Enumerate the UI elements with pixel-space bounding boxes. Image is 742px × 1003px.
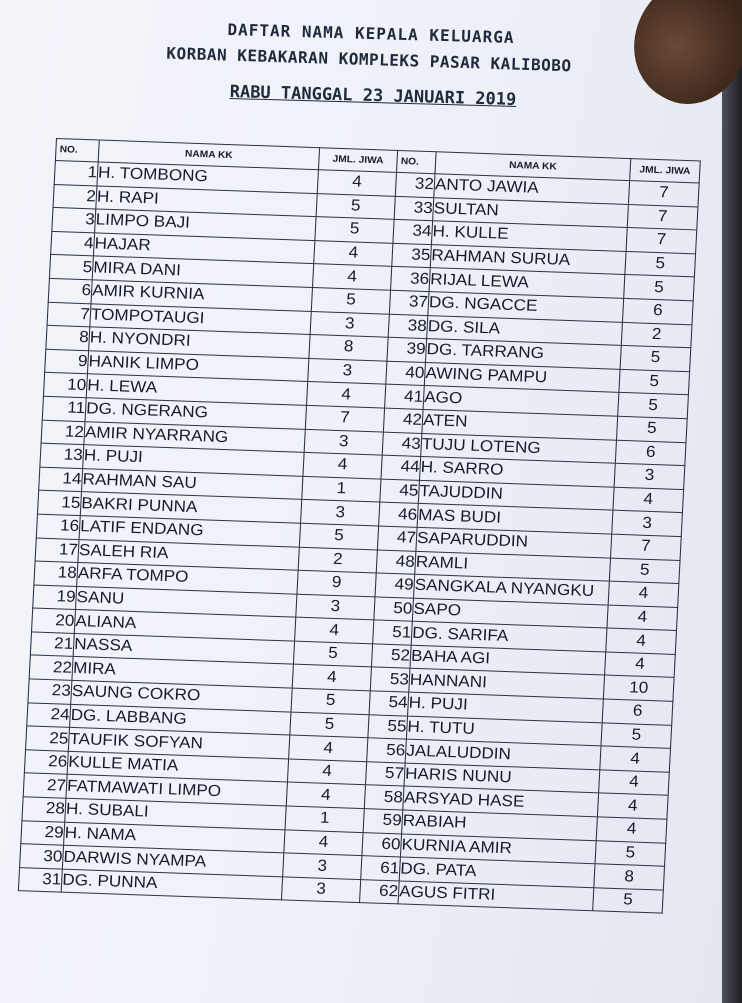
member-count: 7	[611, 534, 682, 560]
member-count: 5	[291, 688, 370, 714]
member-count: 1	[285, 806, 364, 832]
row-number: 40	[386, 361, 426, 386]
member-count: 4	[597, 793, 668, 819]
row-number: 59	[363, 809, 403, 834]
row-number: 31	[18, 867, 62, 892]
member-count: 5	[624, 275, 695, 301]
member-count: 5	[593, 888, 664, 914]
family-head-name: RAHMAN SAU	[81, 468, 302, 499]
row-number: 32	[395, 172, 435, 197]
family-head-name: H. RAPI	[96, 186, 317, 217]
family-head-name: KURNIA AMIR	[400, 834, 596, 864]
row-number: 2	[53, 184, 97, 209]
family-head-name: DG. SARIFA	[411, 622, 607, 652]
row-number: 18	[34, 561, 78, 586]
member-count: 9	[297, 570, 376, 596]
member-count: 2	[621, 322, 692, 348]
row-number: 14	[39, 467, 83, 492]
family-head-name: DG. LABBANG	[70, 704, 291, 735]
row-number: 20	[32, 608, 76, 633]
row-number: 15	[37, 490, 81, 515]
row-number: 17	[35, 538, 79, 563]
row-number: 56	[367, 738, 407, 763]
row-number: 58	[364, 785, 404, 810]
member-count: 4	[295, 617, 374, 643]
member-count: 1	[302, 476, 381, 502]
family-head-name: HAJAR	[93, 233, 314, 264]
family-head-name: H. LEWA	[86, 374, 307, 405]
row-number: 13	[40, 443, 84, 468]
member-count: 7	[628, 181, 699, 207]
family-head-name: AGUS FITRI	[398, 881, 594, 911]
member-count: 4	[286, 782, 365, 808]
family-head-name: KULLE MATIA	[67, 751, 288, 782]
row-number: 16	[36, 514, 80, 539]
family-head-name: ARFA TOMPO	[77, 563, 298, 594]
family-head-name: DG. PATA	[399, 857, 595, 887]
member-count: 3	[308, 358, 387, 384]
row-number: 51	[373, 620, 413, 645]
member-count: 4	[607, 605, 678, 631]
family-head-name: AMIR NYARRANG	[84, 421, 305, 452]
family-head-name: AGO	[423, 386, 619, 416]
family-head-name: H. KULLE	[431, 221, 627, 251]
member-count: 5	[293, 641, 372, 667]
member-count: 8	[309, 335, 388, 361]
family-head-name: TAUFIK SOFYAN	[68, 728, 289, 759]
row-number: 11	[42, 396, 86, 421]
member-count: 5	[290, 712, 369, 738]
family-head-name: TAJUDDIN	[418, 480, 614, 510]
row-number: 8	[46, 325, 90, 350]
family-head-name: H. TUTU	[406, 716, 602, 746]
family-head-name: AWING PAMPU	[424, 362, 620, 392]
row-number: 44	[381, 455, 421, 480]
member-count: 7	[626, 228, 697, 254]
row-number: 53	[370, 667, 410, 692]
member-count: 3	[283, 853, 362, 879]
member-count: 3	[281, 877, 360, 903]
member-count: 3	[296, 594, 375, 620]
row-number: 41	[385, 385, 425, 410]
row-number: 55	[368, 714, 408, 739]
member-count: 4	[312, 264, 391, 290]
family-head-name: JALALUDDIN	[405, 739, 601, 769]
member-count: 4	[605, 652, 676, 678]
family-head-name: DG. SILA	[427, 315, 623, 345]
member-count: 3	[301, 500, 380, 526]
member-count: 8	[594, 864, 665, 890]
family-head-name: MAS BUDI	[417, 504, 613, 534]
row-number: 49	[375, 573, 415, 598]
row-number: 1	[54, 160, 98, 185]
family-head-name: HARIS NUNU	[404, 763, 600, 793]
member-count: 4	[606, 628, 677, 654]
row-number: 5	[49, 255, 93, 280]
member-count: 4	[317, 170, 396, 196]
member-count: 2	[298, 547, 377, 573]
row-number: 6	[48, 278, 92, 303]
family-head-name: DG. NGACCE	[428, 292, 624, 322]
row-number: 3	[52, 208, 96, 233]
page-edge	[722, 0, 742, 1003]
row-number: 62	[360, 879, 400, 904]
family-head-name: RIJAL LEWA	[429, 268, 625, 298]
row-number: 47	[377, 526, 417, 551]
row-number: 27	[23, 773, 67, 798]
family-head-name: SAUNG COKRO	[71, 680, 292, 711]
family-head-name: ATEN	[422, 409, 618, 439]
row-number: 25	[26, 726, 70, 751]
family-head-name: TUJU LOTENG	[421, 433, 617, 463]
member-count: 5	[620, 346, 691, 372]
row-number: 23	[28, 679, 72, 704]
row-number: 28	[22, 797, 66, 822]
row-number: 35	[392, 243, 432, 268]
row-number: 36	[391, 267, 431, 292]
family-head-name: DG. NGERANG	[85, 398, 306, 429]
member-count: 5	[299, 523, 378, 549]
row-number: 24	[27, 703, 71, 728]
family-head-name: LIMPO BAJI	[95, 209, 316, 240]
family-head-name: SALEH RIA	[78, 539, 299, 570]
family-head-name: SAPO	[412, 598, 608, 628]
member-count: 5	[609, 558, 680, 584]
member-count: 3	[612, 510, 683, 536]
family-head-name: FATMAWATI LIMPO	[66, 775, 287, 806]
member-count: 4	[287, 759, 366, 785]
member-count: 10	[603, 675, 674, 701]
member-count: 7	[305, 405, 384, 431]
document-date: RABU TANGGAL 23 JANUARI 2019	[229, 82, 517, 110]
row-number: 38	[388, 314, 428, 339]
family-head-name: H. NAMA	[64, 822, 285, 853]
member-count: 6	[602, 699, 673, 725]
header-nama-kk-2: NAMA KK	[435, 152, 631, 181]
header-nama-kk: NAMA KK	[98, 140, 319, 170]
row-number: 19	[33, 585, 77, 610]
row-number: 9	[45, 349, 89, 374]
member-count: 5	[601, 723, 672, 749]
family-head-name: HANNANI	[409, 669, 605, 699]
row-number: 39	[387, 337, 427, 362]
row-number: 37	[389, 290, 429, 315]
member-count: 5	[625, 251, 696, 277]
row-number: 30	[20, 844, 64, 869]
member-count: 4	[600, 746, 671, 772]
member-count: 3	[304, 429, 383, 455]
member-count: 4	[599, 770, 670, 796]
header-no: NO.	[55, 139, 99, 162]
member-count: 5	[311, 288, 390, 314]
family-head-name: MIRA DANI	[92, 256, 313, 287]
row-number: 29	[21, 820, 65, 845]
family-head-name: BAHA AGI	[410, 645, 606, 675]
family-head-name: DARWIS NYAMPA	[62, 845, 283, 876]
family-heads-table	[18, 138, 701, 914]
document-subtitle: KORBAN KEBAKARAN KOMPLEKS PASAR KALIBOBO	[166, 43, 572, 76]
family-head-name: SANU	[75, 586, 296, 617]
row-number: 57	[365, 762, 405, 787]
family-head-name: H. TOMBONG	[97, 162, 318, 193]
family-head-name: DG. PUNNA	[61, 869, 282, 900]
member-count: 4	[292, 665, 371, 691]
row-number: 50	[374, 597, 414, 622]
family-head-name: SANGKALA NYANGKU	[414, 574, 610, 604]
family-head-name: H. SUBALI	[65, 798, 286, 829]
member-count: 6	[622, 298, 693, 324]
family-head-name: H. PUJI	[83, 445, 304, 476]
family-head-name: MIRA	[72, 657, 293, 688]
member-count: 4	[284, 830, 363, 856]
family-head-name: SAPARUDDIN	[416, 527, 612, 557]
row-number: 52	[371, 644, 411, 669]
member-count: 7	[627, 204, 698, 230]
family-head-name: NASSA	[73, 633, 294, 664]
row-number: 46	[379, 502, 419, 527]
member-count: 6	[615, 440, 686, 466]
header-no-2: NO.	[397, 150, 437, 173]
member-count: 4	[608, 581, 679, 607]
row-number: 26	[24, 750, 68, 775]
member-count: 4	[289, 735, 368, 761]
family-head-name: AMIR KURNIA	[91, 280, 312, 311]
family-head-name: TOMPOTAUGI	[90, 303, 311, 334]
member-count: 3	[310, 311, 389, 337]
member-count: 4	[314, 240, 393, 266]
family-head-name: LATIF ENDANG	[79, 515, 300, 546]
member-count: 3	[614, 463, 685, 489]
member-count: 5	[315, 217, 394, 243]
row-number: 61	[361, 856, 401, 881]
row-number: 54	[369, 691, 409, 716]
row-number: 22	[29, 655, 73, 680]
member-count: 4	[596, 817, 667, 843]
family-head-name: H. NYONDRI	[89, 327, 310, 358]
document-title: DAFTAR NAMA KEPALA KELUARGA	[227, 19, 515, 48]
row-number: 12	[41, 420, 85, 445]
family-head-name: H. PUJI	[408, 692, 604, 722]
header-jml-jiwa-2: JML. JIWA	[630, 159, 701, 183]
member-count: 5	[617, 416, 688, 442]
member-count: 4	[307, 382, 386, 408]
family-head-name: RAHMAN SURUA	[430, 244, 626, 274]
row-number: 10	[43, 373, 87, 398]
member-count: 5	[316, 193, 395, 219]
family-head-name: ALIANA	[74, 610, 295, 641]
header-jml-jiwa: JML. JIWA	[318, 148, 397, 173]
row-number: 43	[382, 432, 422, 457]
family-head-name: SULTAN	[433, 197, 629, 227]
member-count: 5	[619, 369, 690, 395]
family-head-name: ARSYAD HASE	[403, 786, 599, 816]
row-number: 33	[394, 196, 434, 221]
row-number: 45	[380, 479, 420, 504]
family-head-name: BAKRI PUNNA	[80, 492, 301, 523]
member-count: 5	[595, 840, 666, 866]
family-head-name: HANIK LIMPO	[87, 351, 308, 382]
family-head-name: RABIAH	[402, 810, 598, 840]
member-count: 5	[618, 393, 689, 419]
row-number: 48	[376, 549, 416, 574]
row-number: 21	[30, 632, 74, 657]
family-head-name: H. SARRO	[419, 457, 615, 487]
family-head-name: DG. TARRANG	[425, 339, 621, 369]
row-number: 34	[393, 220, 433, 245]
member-count: 4	[303, 452, 382, 478]
row-number: 4	[51, 231, 95, 256]
member-count: 4	[613, 487, 684, 513]
row-number: 42	[383, 408, 423, 433]
row-number: 60	[362, 832, 402, 857]
family-head-name: ANTO JAWIA	[434, 174, 630, 204]
row-number: 7	[47, 302, 91, 327]
family-head-name: RAMLI	[415, 551, 611, 581]
